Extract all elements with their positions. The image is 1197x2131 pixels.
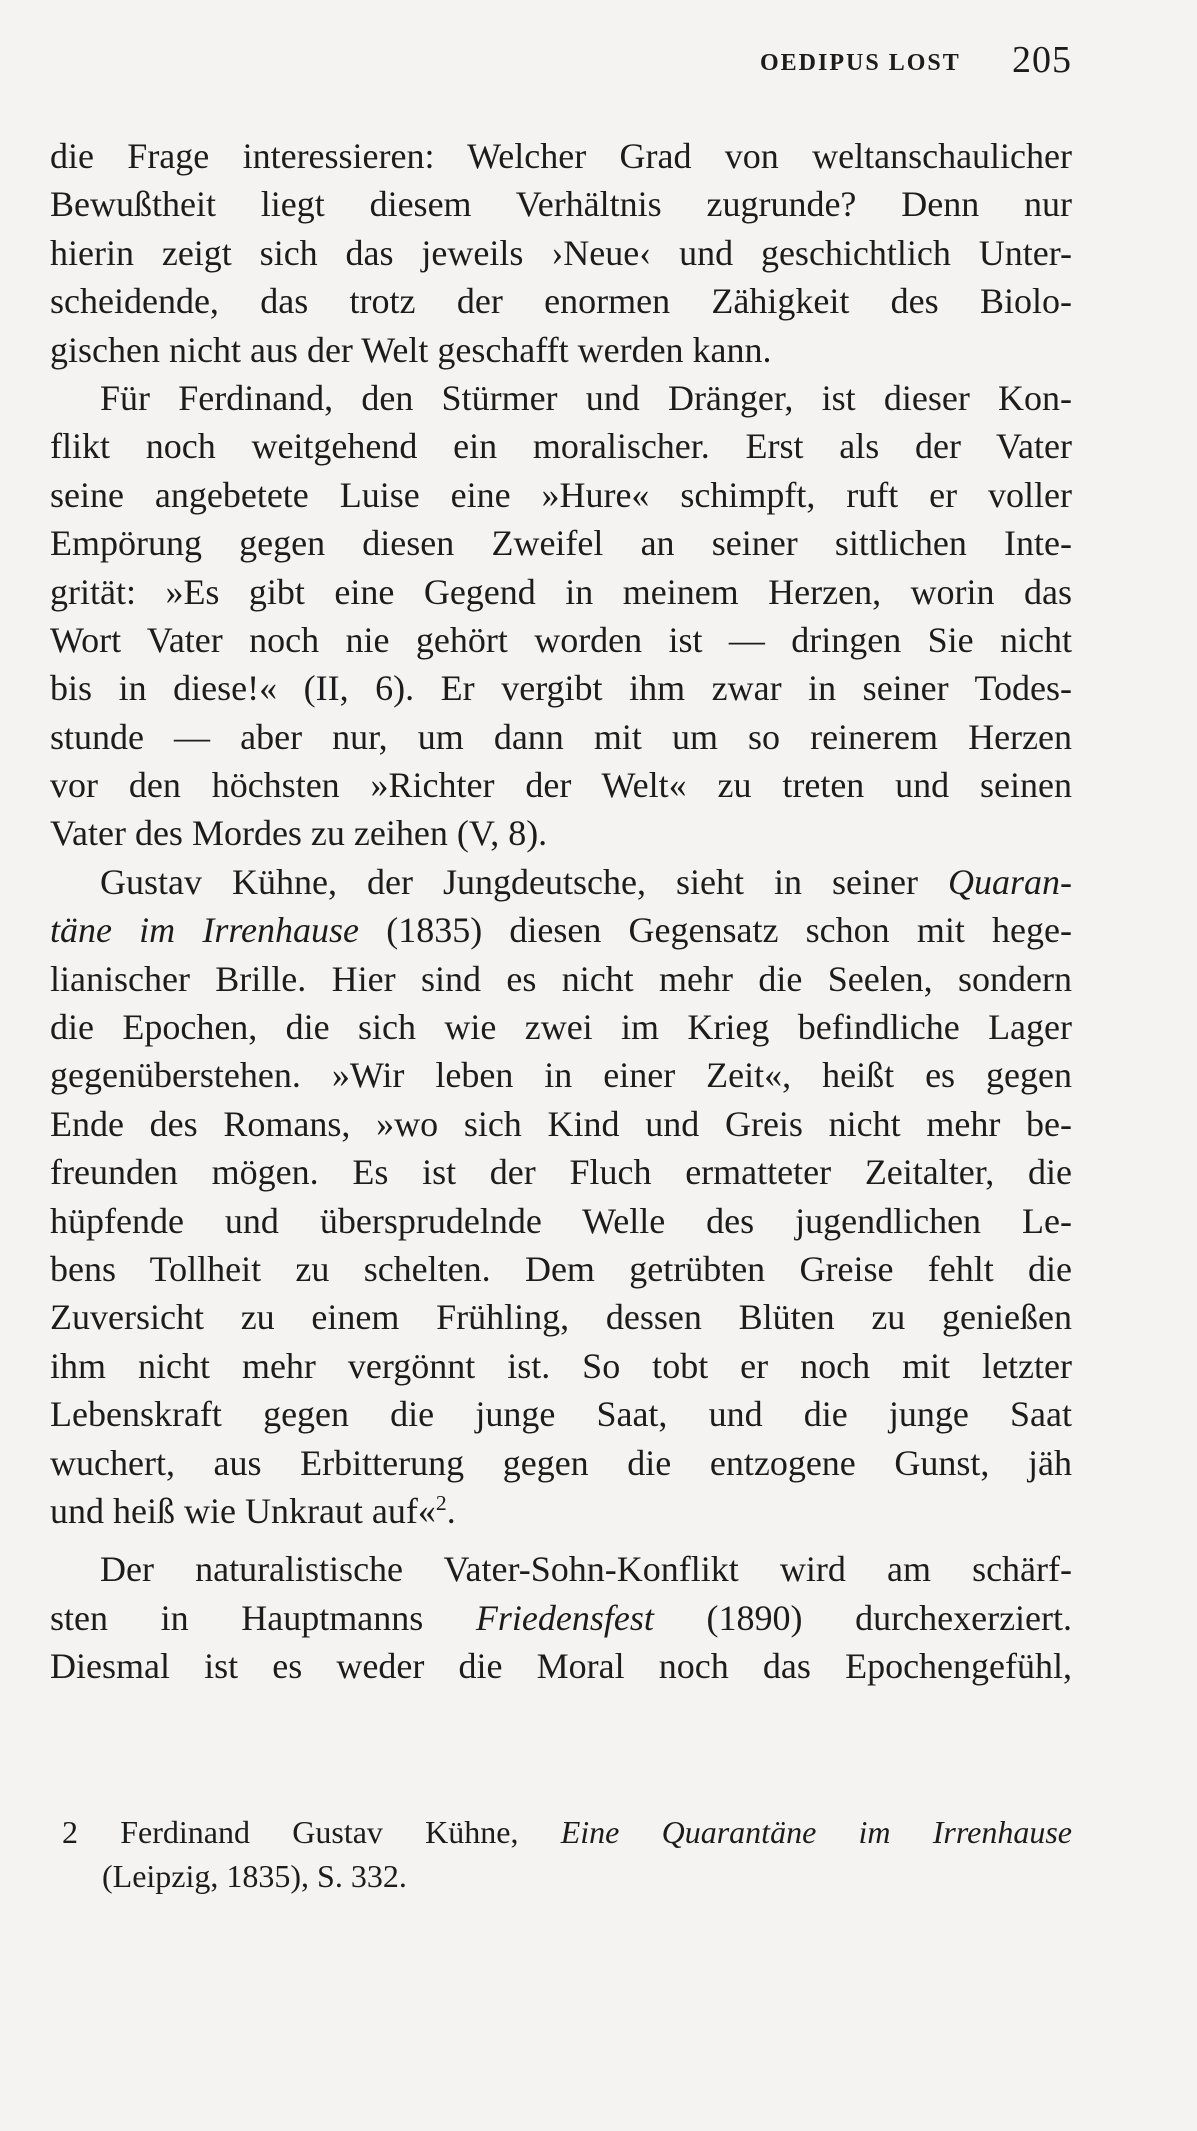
text-line: hüpfende und übersprudelnde Welle des jugendlichen Le-: [50, 1200, 1072, 1241]
text-line: die Epochen, die sich wie zwei im Krieg befindliche Lager: [50, 1007, 1072, 1048]
text-line: Der naturalistische Vater-Sohn-Konflikt wird am schärf-: [100, 1549, 1072, 1590]
text-line: Für Ferdinand, den Stürmer und Dränger, ist dieser Kon-: [100, 377, 1072, 418]
text-line: Diesmal ist es weder die Moral noch das Epochengefühl,: [50, 1646, 1072, 1687]
text-line: Lebenskraft gegen die junge Saat, und die junge Saat: [50, 1394, 1072, 1435]
page-number: 205: [1012, 39, 1072, 81]
text-line: scheidende, das trotz der enormen Zähigkeit des Biolo-: [50, 281, 1072, 322]
text-line: gischen nicht aus der Welt geschafft werden kann.: [50, 329, 772, 370]
text-line: seine angebetete Luise eine »Hure« schimpft, ruft er voller: [50, 474, 1072, 515]
text-line: bens Tollheit zu schelten. Dem getrübten Greise fehlt die: [50, 1248, 1072, 1289]
text-line: flikt noch weitgehend ein moralischer. Erst als der Vater: [50, 426, 1072, 467]
footnote-marker: 2: [435, 1490, 447, 1515]
text-line: Vater des Mordes zu zeihen (V, 8).: [50, 813, 548, 854]
text-line: bis in diese!« (II, 6). Er vergibt ihm zwar in seiner Todes-: [50, 668, 1072, 709]
text-segment: (1835) diesen Gegensatz schon mit hege-: [386, 910, 1072, 951]
text-line: [50, 1594, 1072, 1642]
italic-title: Quaran-: [948, 861, 1072, 902]
footnote-line: (Leipzig, 1835), S. 332.: [102, 1858, 407, 1894]
text-line: die Frage interessieren: Welcher Grad von weltanschaulicher: [50, 136, 1072, 176]
footnote-line: [62, 1810, 1072, 1854]
text-segment: (1890) durchexerziert.: [706, 1597, 1072, 1638]
text-line: [50, 906, 1072, 954]
text-line: ihm nicht mehr vergönnt ist. So tobt er noch mit letzter: [50, 1345, 1072, 1386]
text-line: vor den höchsten »Richter der Welt« zu treten und seinen: [50, 765, 1072, 806]
running-head: [760, 38, 1072, 88]
text-line: gegenüberstehen. »Wir leben in einer Zeit«, heißt es gegen: [50, 1055, 1072, 1096]
text-line: lianischer Brille. Hier sind es nicht mehr die Seelen, sondern: [50, 958, 1072, 999]
text-line: [50, 1487, 1072, 1535]
text-segment: Gustav Kühne, der Jungdeutsche, sieht in seiner: [100, 861, 918, 902]
text-segment: sten in Hauptmanns: [50, 1597, 424, 1638]
text-line: hierin zeigt sich das jeweils ›Neue‹ und geschichtlich Unter-: [50, 232, 1072, 273]
text-line: Empörung gegen diesen Zweifel an seiner sittlichen Inte-: [50, 523, 1072, 564]
text-segment: 2 Ferdinand Gustav Kühne,: [62, 1814, 519, 1850]
text-line: wuchert, aus Erbitterung gegen die entzogene Gunst, jäh: [50, 1442, 1072, 1483]
text-segment: .: [446, 1490, 456, 1531]
running-title: OEDIPUS LOST: [760, 50, 961, 76]
italic-title: Eine Quarantäne im Irrenhause: [560, 1814, 1072, 1850]
text-line: freunden mögen. Es ist der Fluch ermatteter Zeitalter, die: [50, 1152, 1072, 1193]
italic-title: täne im Irrenhause: [50, 910, 360, 951]
italic-title: Friedensfest: [475, 1597, 654, 1638]
text-line: Zuversicht zu einem Frühling, dessen Blüten zu genießen: [50, 1297, 1072, 1338]
text-line: [50, 858, 1072, 906]
body-text: [50, 132, 1072, 1691]
text-line: stunde — aber nur, um dann mit um so reinerem Herzen: [50, 716, 1072, 757]
text-segment: und heiß wie Unkraut auf«: [50, 1490, 436, 1531]
text-line: Ende des Romans, »wo sich Kind und Greis nicht mehr be-: [50, 1103, 1072, 1144]
text-line: Wort Vater noch nie gehört worden ist — dringen Sie nicht: [50, 619, 1072, 660]
footnotes: [62, 1810, 1072, 1898]
text-line: grität: »Es gibt eine Gegend in meinem Herzen, worin das: [50, 571, 1072, 612]
text-line: Bewußtheit liegt diesem Verhältnis zugrunde? Denn nur: [50, 184, 1072, 225]
